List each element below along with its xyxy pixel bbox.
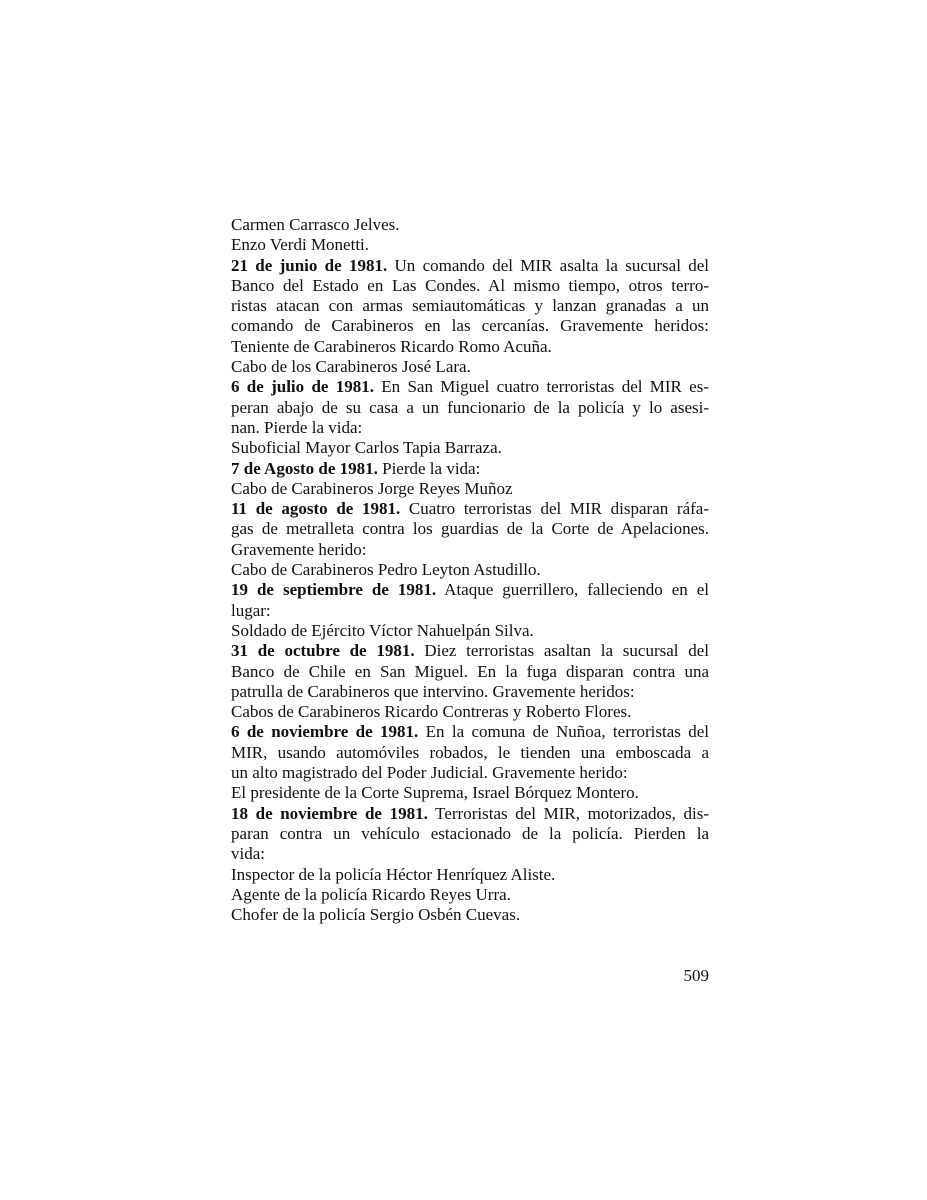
text-line [231,804,709,824]
text-line [231,337,709,357]
entry-date-heading: 6 de julio de 1981. [231,377,374,397]
line-text: nan. Pierde la vida: [231,417,363,437]
line-text: Cabos de Carabineros Ricardo Contreras y Roberto Flores. [231,702,632,722]
text-line [231,580,709,600]
entry-date-heading: 18 de noviembre de 1981. [231,803,428,823]
text-line [231,256,709,276]
text-line [231,743,709,763]
text-line [231,215,709,235]
text-line [231,641,709,661]
entry-date-heading: 6 de noviembre de 1981. [231,722,419,742]
line-text: El presidente de la Corte Suprema, Israel Bórquez Montero. [231,783,639,803]
entry-date-heading: 11 de agosto de 1981. [231,499,401,519]
line-text: gas de metralleta contra los guardias de la Corte de Apelaciones. [231,519,709,539]
line-text: Banco de Chile en San Miguel. En la fuga disparan contra una [231,661,709,681]
line-text: ristas atacan con armas semiautomáticas y lanzan granadas a un [231,296,709,316]
line-text: paran contra un vehículo estacionado de la policía. Pierden la [231,823,709,843]
text-line [231,438,709,458]
line-text: un alto magistrado del Poder Judicial. Gravemente herido: [231,763,628,783]
line-text: Chofer de la policía Sergio Osbén Cuevas. [231,905,521,925]
text-line [231,357,709,377]
entry-date-heading: 7 de Agosto de 1981. [231,458,378,478]
text-line [231,519,709,539]
line-text: Un comando del MIR asalta la sucursal del [387,255,710,275]
line-text: Suboficial Mayor Carlos Tapia Barraza. [231,438,502,458]
text-line [231,418,709,438]
text-line [231,296,709,316]
text-line [231,459,709,479]
text-line [231,235,709,255]
line-text: En San Miguel cuatro terroristas del MIR es- [374,377,710,397]
text-line [231,885,709,905]
text-line [231,844,709,864]
line-text: Pierde la vida: [377,458,481,478]
line-text: Inspector de la policía Héctor Henríquez Aliste. [231,864,556,884]
line-text: Ataque guerrillero, falleciendo en el [436,580,709,600]
line-text: Teniente de Carabineros Ricardo Romo Acuña. [231,336,552,356]
line-text: Cuatro terroristas del MIR disparan ráfa- [400,499,709,519]
text-line [231,621,709,641]
line-text: vida: [231,844,265,864]
line-text: Agente de la policía Ricardo Reyes Urra. [231,884,511,904]
entry-date-heading: 21 de junio de 1981. [231,255,388,275]
line-text: Soldado de Ejército Víctor Nahuelpán Silva. [231,620,534,640]
line-text: Enzo Verdi Monetti. [231,235,370,255]
line-text: peran abajo de su casa a un funcionario de la policía y lo asesi- [231,397,709,417]
entry-date-heading: 19 de septiembre de 1981. [231,580,437,600]
text-line [231,662,709,682]
page-body [231,215,709,925]
text-line [231,540,709,560]
line-text: Terroristas del MIR, motorizados, dis- [427,803,709,823]
text-line [231,499,709,519]
line-text: patrulla de Carabineros que intervino. Gravemente heridos: [231,681,635,701]
entry-date-heading: 31 de octubre de 1981. [231,641,415,661]
text-line [231,316,709,336]
line-text: lugar: [231,600,271,620]
line-text: Cabo de Carabineros Jorge Reyes Muñoz [231,478,513,498]
text-line [231,783,709,803]
text-line [231,824,709,844]
text-line [231,560,709,580]
text-line [231,722,709,742]
line-text: MIR, usando automóviles robados, le tienden una emboscada a [231,742,709,762]
line-text: Cabo de Carabineros Pedro Leyton Astudillo. [231,560,541,580]
text-line [231,398,709,418]
text-line [231,763,709,783]
text-line [231,276,709,296]
line-text: Gravemente herido: [231,539,367,559]
text-line [231,601,709,621]
line-text: Carmen Carrasco Jelves. [231,215,400,234]
text-line [231,865,709,885]
text-line [231,377,709,397]
text-line [231,702,709,722]
line-text: Banco del Estado en Las Condes. Al mismo tiempo, otros terro- [231,275,709,295]
line-text: En la comuna de Nuñoa, terroristas del [418,722,710,742]
line-text: comando de Carabineros en las cercanías. Gravemente heridos: [231,316,709,336]
page-number: 509 [683,966,709,985]
line-text: Diez terroristas asaltan la sucursal del [414,641,709,661]
text-line [231,905,709,925]
text-line [231,479,709,499]
line-text: Cabo de los Carabineros José Lara. [231,357,471,377]
text-line [231,682,709,702]
